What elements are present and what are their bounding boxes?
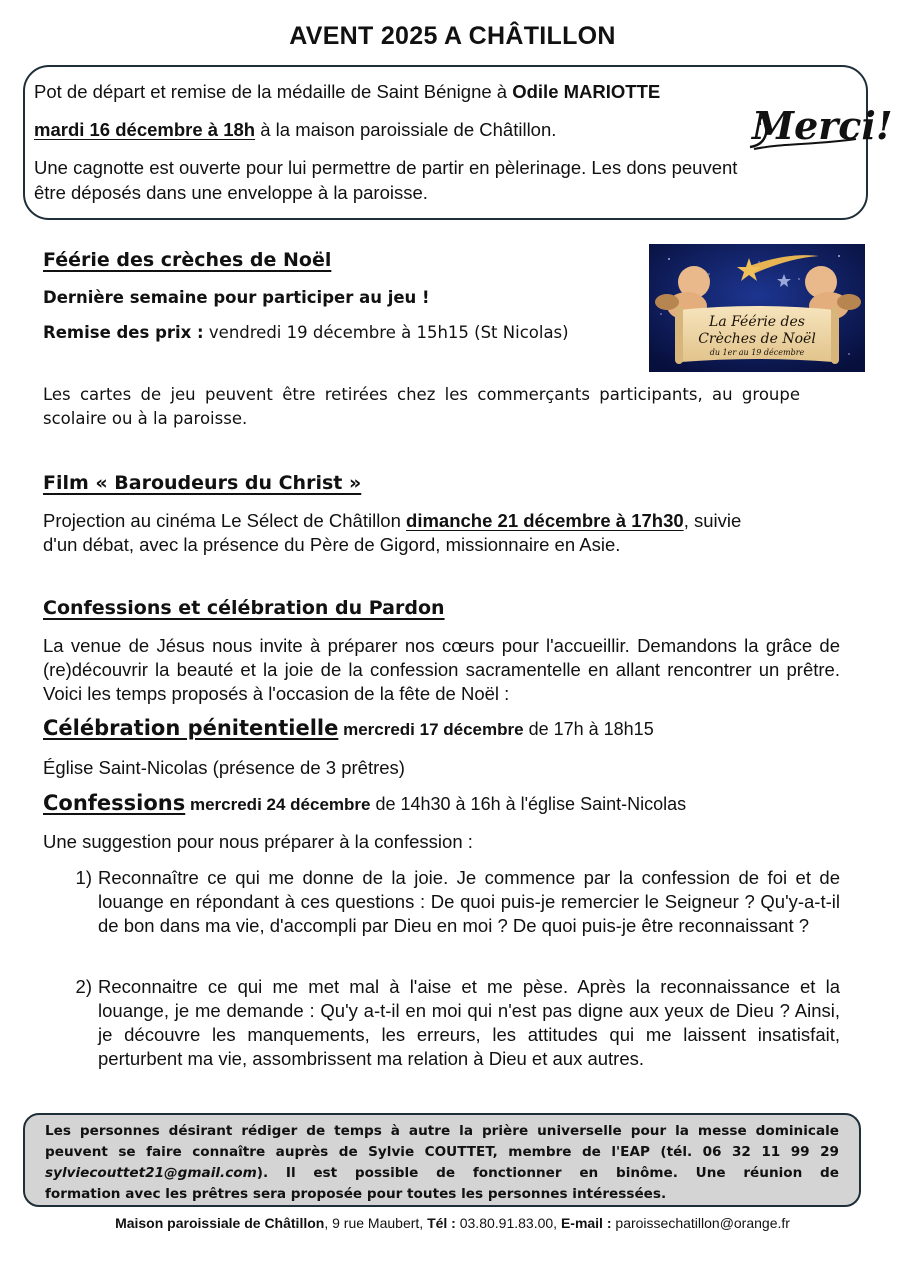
celebration-place: Église Saint-Nicolas (présence de 3 prêtres) xyxy=(43,757,405,778)
celebration-line xyxy=(43,716,654,740)
farewell-line2 xyxy=(34,119,556,141)
footer-address: , 9 rue Maubert, xyxy=(324,1215,428,1231)
feerie-poster-image xyxy=(649,244,865,372)
film-text: Projection au cinéma Le Sélect de Châtillon xyxy=(43,510,407,531)
item-text: Reconnaître ce qui me donne de la joie. Je commence par la confession de foi et de louange en répondant à ces questions : De quoi puis-je remercier le Seigneur ? Qu'y-a-t-il de bon dans ma vie, d'accompli par Dieu en moi ? De quoi puis-je être reconnaissant ? xyxy=(98,867,840,936)
celebration-date: mercredi 17 décembre xyxy=(338,720,524,739)
celebration-time: de 17h à 18h15 xyxy=(523,719,654,739)
suggestion-item xyxy=(62,866,840,938)
farewell-line3: Une cagnotte est ouverte pour lui permettre de partir en pèlerinage. Les dons peuvent xyxy=(34,157,738,178)
item-text: Reconnaitre ce qui me met mal à l'aise et me pèse. Après la reconnaissance et la louange, je me demande : Qu'y a-t-il en moi qui n'est pas digne aux yeux de Dieu ? Ainsi, je découvre les manquements, les erreurs, les attitudes qui me laissent insatisfait, perturbent ma vie, assombrissent ma relation à Dieu et aux autres. xyxy=(98,976,840,1069)
farewell-box xyxy=(23,65,868,220)
confessions-date: mercredi 24 décembre xyxy=(185,795,371,814)
item-number: 2) xyxy=(75,976,92,997)
confessions-label: Confessions xyxy=(43,791,186,815)
feerie-cards-text: Les cartes de jeu peuvent être retirées chez les commerçants participants, au groupe scolaire ou à la paroisse. xyxy=(43,385,800,428)
feerie-subheading: Dernière semaine pour participer au jeu ! xyxy=(43,288,430,307)
confessions-intro: La venue de Jésus nous invite à préparer nos cœurs pour l'accueillir. Demandons la grâce de (re)découvrir la beauté et la joie de la confession sacramentelle en allant rencontrer un prêtre. Voici les temps proposés à l'occasion de la fête de Noël : xyxy=(43,635,840,704)
film-text-after: , suivie xyxy=(683,510,742,531)
prize-line xyxy=(43,321,569,345)
notice-box xyxy=(23,1113,861,1207)
celebration-label: Célébration pénitentielle xyxy=(43,716,339,740)
film-line1 xyxy=(43,509,741,533)
prize-label: Remise des prix : xyxy=(43,323,204,342)
suggestion-item xyxy=(62,975,840,1071)
farewell-place: à la maison paroissiale de Châtillon. xyxy=(255,119,557,140)
confessions-line xyxy=(43,791,686,815)
honoree-name: Odile MARIOTTE xyxy=(512,81,661,102)
film-date: dimanche 21 décembre à 17h30 xyxy=(406,510,684,531)
suggestion-intro: Une suggestion pour nous préparer à la confession : xyxy=(43,831,473,852)
footer-contact xyxy=(0,1215,905,1231)
footer-tel: 03.80.91.83.00, xyxy=(455,1215,561,1231)
notice-line2: peuvent se faire connaître auprès de Sylvie COUTTET, membre de l'EAP (tél. 06 32 11 99 29 xyxy=(45,1144,839,1160)
confessions-heading: Confessions et célébration du Pardon xyxy=(43,597,445,619)
confessions-time: de 14h30 à 16h à l'église Saint-Nicolas xyxy=(370,794,687,814)
farewell-line4: être déposés dans une enveloppe à la paroisse. xyxy=(34,182,428,203)
film-line2: d'un débat, avec la présence du Père de Gigord, missionnaire en Asie. xyxy=(43,534,621,555)
film-heading: Film « Baroudeurs du Christ » xyxy=(43,472,362,494)
footer-email-link[interactable]: paroissechatillon@orange.fr xyxy=(611,1215,790,1231)
footer-tel-label: Tél : xyxy=(427,1215,456,1231)
merci-text: Merci! xyxy=(752,103,893,148)
feerie-heading: Féérie des crèches de Noël xyxy=(43,249,332,271)
notice-line1: Les personnes désirant rédiger de temps à autre la prière universelle pour la messe dominicale xyxy=(45,1123,839,1139)
farewell-line1 xyxy=(34,81,660,103)
footer-email-label: E-mail : xyxy=(560,1215,612,1231)
merci-lettering-image xyxy=(744,95,893,155)
farewell-text: Pot de départ et remise de la médaille de Saint Bénigne à xyxy=(34,81,513,102)
notice-line3-text: ). Il est possible de fonctionner en binôme. Une réunion de xyxy=(256,1165,839,1181)
item-number: 1) xyxy=(75,867,92,888)
poster-dates: du 1er au 19 décembre xyxy=(709,348,805,357)
page-title: AVENT 2025 A CHÂTILLON xyxy=(289,22,616,50)
poster-title-line2: Crèches de Noël xyxy=(698,331,816,347)
contact-email-link[interactable]: sylviecouttet21@gmail.com xyxy=(45,1165,257,1181)
notice-line3 xyxy=(45,1163,839,1184)
farewell-date: mardi 16 décembre à 18h xyxy=(34,119,256,140)
prize-text: vendredi 19 décembre à 15h15 (St Nicolas) xyxy=(203,323,569,342)
footer-org: Maison paroissiale de Châtillon xyxy=(115,1215,325,1231)
poster-title-line1: La Féérie des xyxy=(709,314,805,330)
notice-line4: formation avec les prêtres sera proposée pour toutes les personnes intéressées. xyxy=(45,1186,667,1202)
